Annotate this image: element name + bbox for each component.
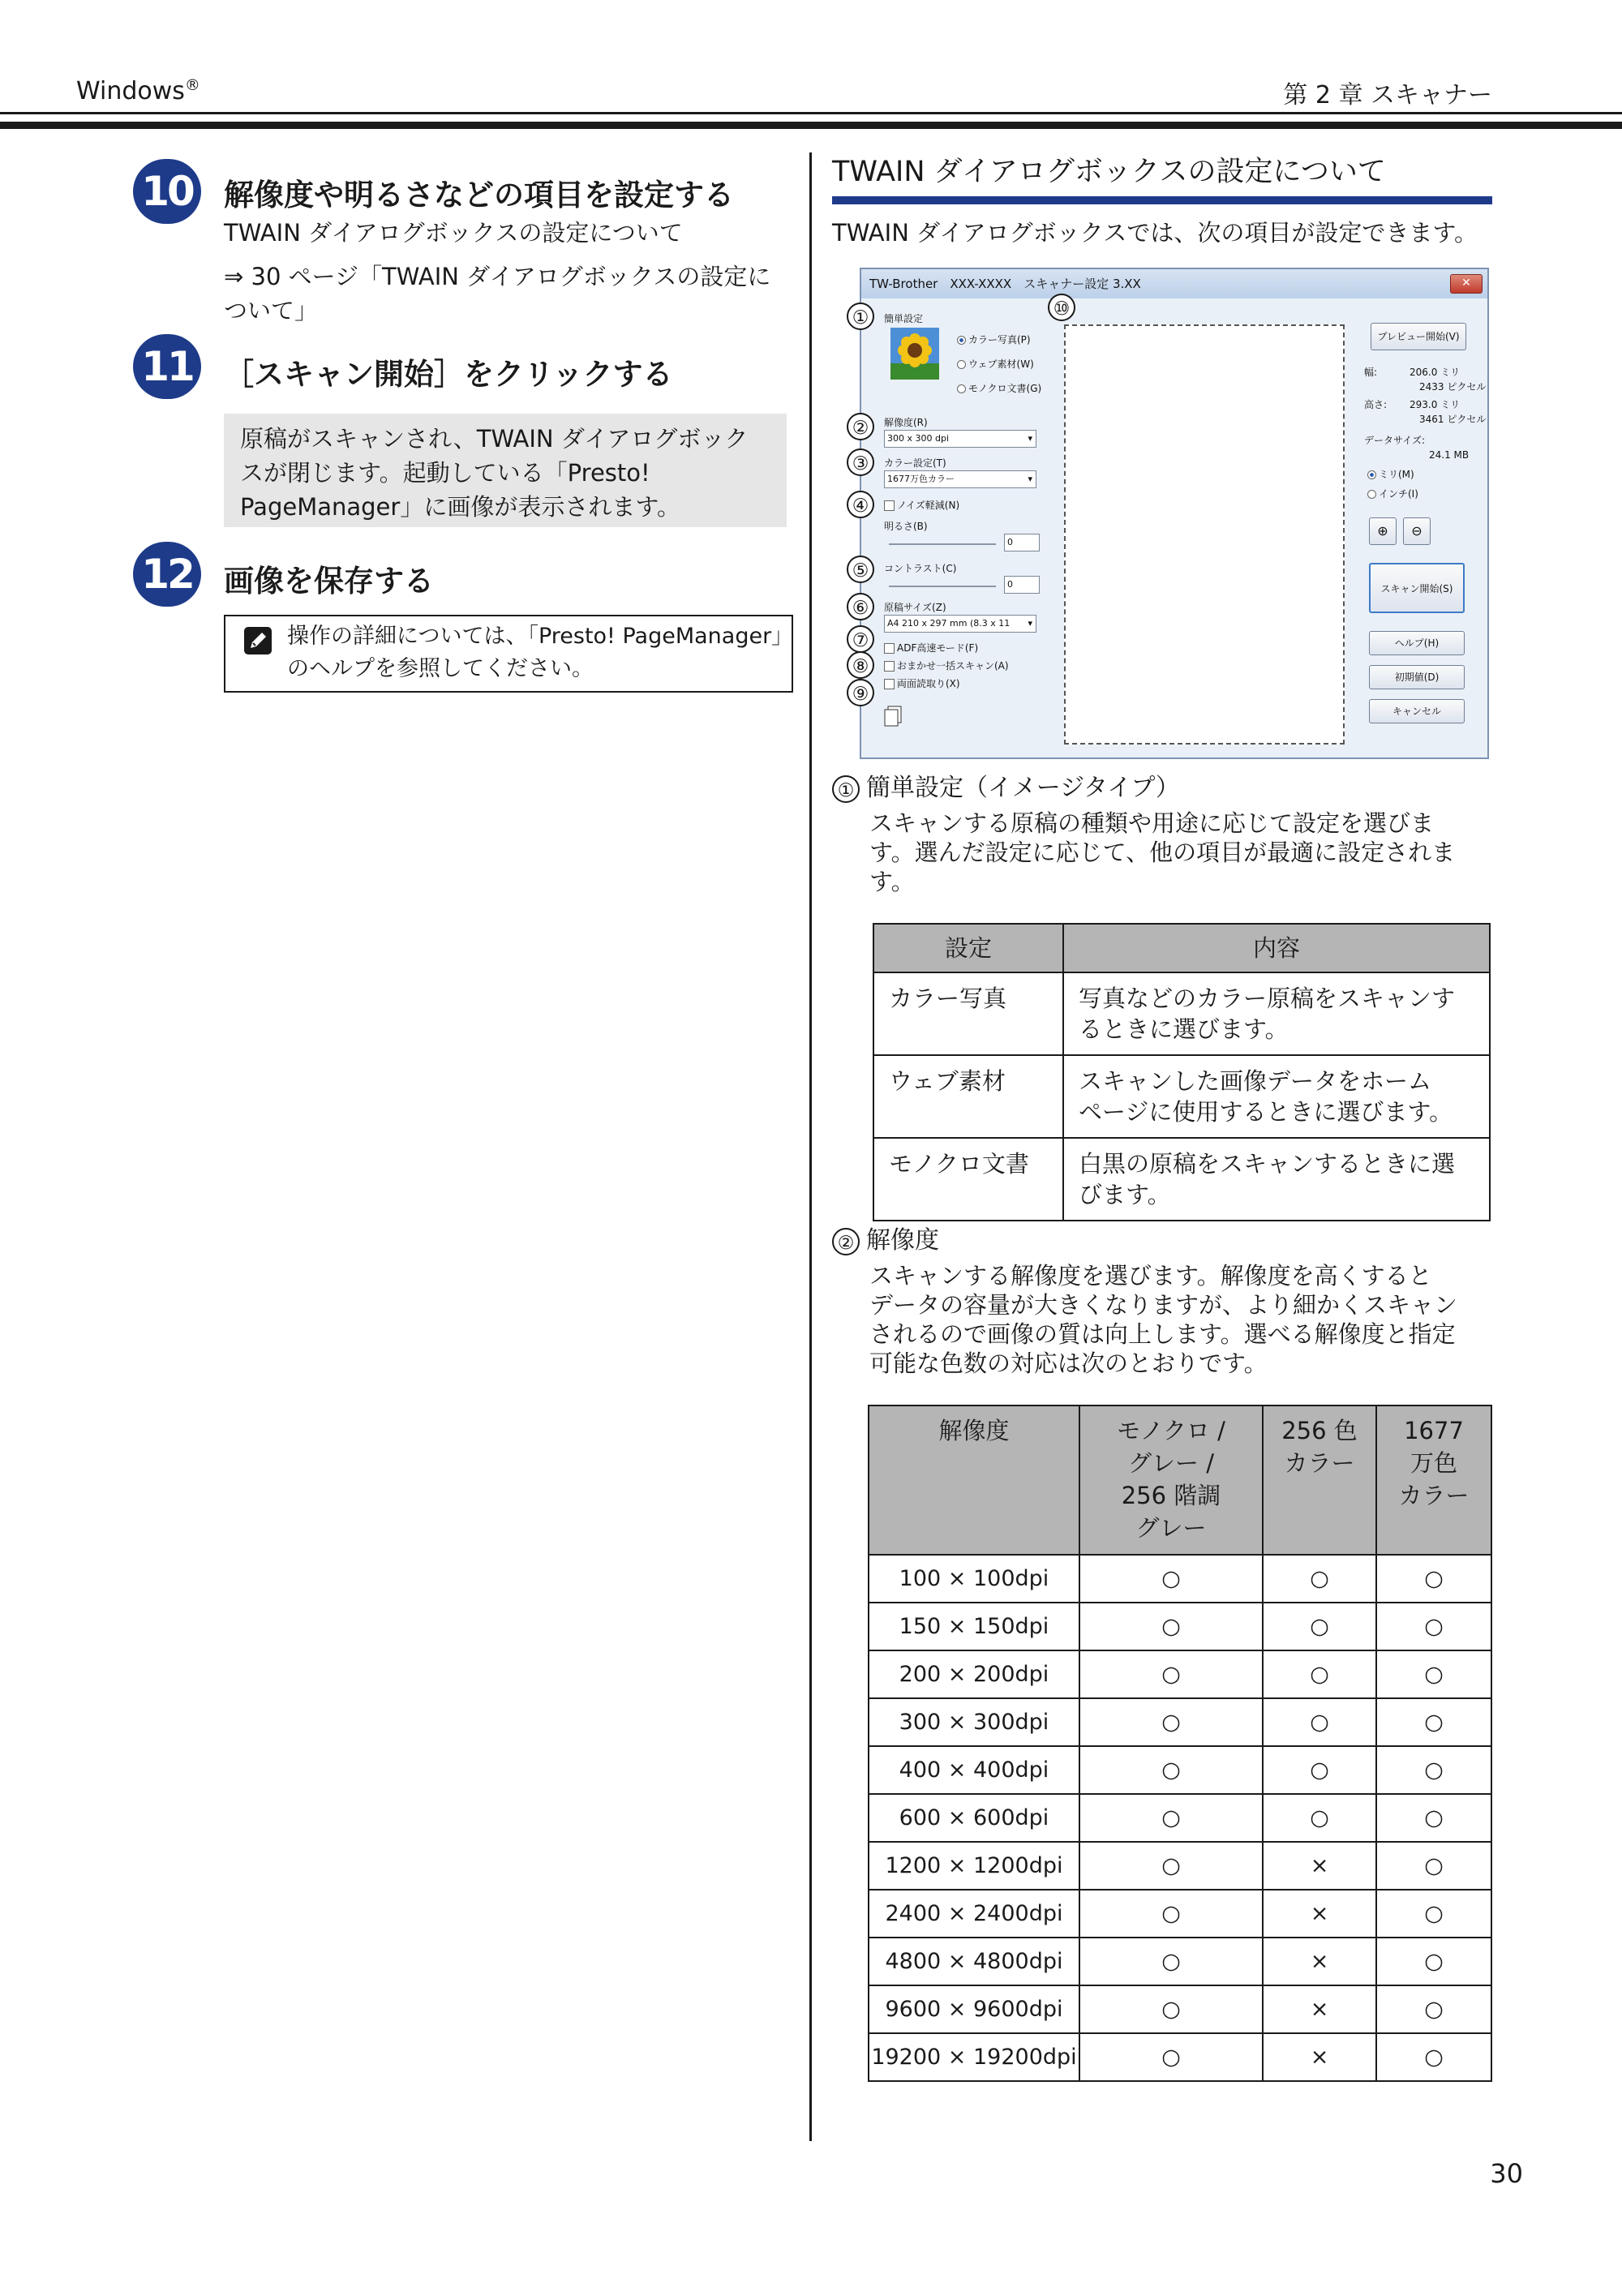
table2-256-cell: ○	[1263, 1746, 1376, 1794]
table-row	[869, 1603, 1491, 1650]
adf-fast-mode-checkbox[interactable]: ADF高速モード(F)	[884, 641, 978, 654]
table2-mono-cell: ○	[1079, 1938, 1263, 1985]
table2-full-cell: ○	[1376, 1698, 1491, 1746]
table2-mono-cell: ○	[1079, 1555, 1263, 1603]
color-setting-select[interactable]: 1677万色カラー ▾	[884, 470, 1036, 488]
contrast-label: コントラスト(C)	[884, 563, 957, 574]
table2-256-cell: ○	[1263, 1650, 1376, 1698]
step-number-12: 12	[133, 542, 201, 607]
table-row	[869, 2033, 1491, 2081]
step-number-11: 11	[133, 334, 201, 399]
brightness-label: 明るさ(B)	[884, 521, 928, 532]
table2-resolution-cell: 2400 × 2400dpi	[869, 1890, 1079, 1938]
step-title-10: 解像度や明るさなどの項目を設定する	[224, 178, 734, 212]
table2-resolution-cell: 600 × 600dpi	[869, 1794, 1079, 1842]
step10-line-1: TWAIN ダイアログボックスの設定について	[224, 219, 683, 247]
item2-line-2: データの容量が大きくなりますが、より細かくスキャン	[869, 1291, 1458, 1319]
section-title-bar	[832, 196, 1492, 204]
table-row	[873, 1055, 1490, 1138]
table2-header-resolution: 解像度	[869, 1405, 1079, 1555]
table-row	[869, 1938, 1491, 1985]
table2-full-cell: ○	[1376, 1985, 1491, 2033]
twain-dialog-screenshot	[860, 268, 1489, 759]
table2-resolution-cell: 200 × 200dpi	[869, 1650, 1079, 1698]
table2-256-cell: ○	[1263, 1698, 1376, 1746]
table1-setting: モノクロ文書	[873, 1138, 1063, 1221]
table2-mono-cell: ○	[1079, 1842, 1263, 1890]
step12-note-line-1: 操作の詳細については、「Presto! PageManager」	[287, 624, 794, 649]
step12-note-box	[224, 615, 793, 693]
color-setting-label: カラー設定(T)	[884, 457, 946, 469]
table2-mono-cell: ○	[1079, 2033, 1263, 2081]
table2-mono-cell: ○	[1079, 1746, 1263, 1794]
callout-7: ⑦	[847, 625, 874, 653]
callout-1: ①	[847, 303, 874, 330]
table-row	[869, 1555, 1491, 1603]
step12-note-line-2: のヘルプを参照してください。	[287, 656, 594, 681]
table2-resolution-cell: 19200 × 19200dpi	[869, 2033, 1079, 2081]
width-label: 幅:	[1364, 367, 1378, 378]
height-label: 高さ:	[1364, 399, 1388, 410]
dialog-title: TW-Brother XXX-XXXX スキャナー設定 3.XX	[869, 277, 1141, 291]
scan-start-button[interactable]: スキャン開始(S)	[1369, 563, 1465, 613]
table2-resolution-cell: 100 × 100dpi	[869, 1555, 1079, 1603]
callout-5: ⑤	[847, 556, 874, 583]
duplex-scan-checkbox[interactable]: 両面読取り(X)	[884, 676, 960, 690]
callout-4: ④	[847, 491, 874, 518]
auto-batch-scan-checkbox[interactable]: おまかせ一括スキャン(A)	[884, 659, 1009, 672]
table2-header-mono: モノクロ / グレー / 256 階調 グレー	[1079, 1405, 1263, 1555]
header-rule-thin	[0, 112, 1622, 114]
table2-header-256: 256 色 カラー	[1263, 1405, 1376, 1555]
callout-2: ②	[847, 413, 874, 440]
sunflower-image-icon	[890, 328, 939, 380]
table2-full-cell: ○	[1376, 1794, 1491, 1842]
table-row	[869, 1842, 1491, 1890]
table2-full-cell: ○	[1376, 2033, 1491, 2081]
cancel-button[interactable]: キャンセル	[1369, 699, 1465, 723]
resolution-label: 解像度(R)	[884, 417, 928, 428]
table1-setting: カラー写真	[873, 972, 1063, 1055]
step10-link-cont: ついて」	[224, 297, 319, 324]
table-row	[869, 1746, 1491, 1794]
item2-heading: ② 解像度	[832, 1220, 939, 1255]
item2-line-1: スキャンする解像度を選びます。解像度を高くすると	[869, 1262, 1432, 1290]
step11-info-line-1: 原稿がスキャンされ、TWAIN ダイアログボック	[240, 425, 749, 453]
data-size-value: 24.1 MB	[1429, 449, 1470, 461]
document-size-select[interactable]: A4 210 x 297 mm (8.3 x 11 ▾	[884, 615, 1036, 633]
table-row	[873, 1138, 1490, 1221]
item1-line-2: す。選んだ設定に応じて、他の項目が最適に設定されま	[869, 839, 1456, 866]
radio-web-material[interactable]: ウェブ素材(W)	[957, 357, 1034, 371]
noise-reduction-checkbox[interactable]: ノイズ軽減(N)	[884, 498, 959, 512]
data-size-label: データサイズ:	[1364, 435, 1426, 446]
zoom-out-icon[interactable]: ⊖	[1403, 517, 1431, 545]
step11-info-box	[224, 414, 787, 527]
item2-line-3: されるので画像の質は向上します。選べる解像度と指定	[869, 1320, 1456, 1348]
contrast-slider[interactable]	[889, 586, 996, 587]
section-title: TWAIN ダイアログボックスの設定について	[832, 156, 1386, 188]
header-rule-thick	[0, 122, 1622, 129]
table2-256-cell: ×	[1263, 1890, 1376, 1938]
page-number: 30	[1490, 2158, 1523, 2189]
image-type-table	[873, 923, 1491, 1221]
height-px: 3461 ピクセル	[1419, 414, 1487, 425]
table-row	[869, 1890, 1491, 1938]
table2-256-cell: ○	[1263, 1603, 1376, 1650]
chapter-title: 第 2 章 スキャナー	[1283, 81, 1492, 109]
radio-mono-document[interactable]: モノクロ文書(G)	[957, 381, 1041, 395]
chevron-down-icon: ▾	[1028, 433, 1032, 444]
brightness-value[interactable]: 0	[1004, 534, 1040, 551]
table-row	[869, 1985, 1491, 2033]
help-button[interactable]: ヘルプ(H)	[1369, 631, 1465, 655]
item1-heading: ① 簡単設定（イメージタイプ）	[832, 767, 1180, 803]
preview-area[interactable]	[1064, 324, 1345, 745]
document-icon	[884, 706, 902, 727]
item1-line-3: す。	[869, 868, 915, 895]
table1-desc: スキャンした画像データをホーム ページに使用するときに選びます。	[1063, 1055, 1490, 1138]
table-row	[869, 1650, 1491, 1698]
unit-inch-radio[interactable]: インチ(I)	[1367, 487, 1418, 500]
note-pencil-icon	[243, 626, 272, 655]
table2-body	[869, 1555, 1491, 2081]
table2-full-cell: ○	[1376, 1842, 1491, 1890]
table2-full-cell: ○	[1376, 1890, 1491, 1938]
table1-desc: 写真などのカラー原稿をスキャンす るときに選びます。	[1063, 972, 1490, 1055]
preview-start-button[interactable]: プレビュー開始(V)	[1371, 323, 1466, 350]
width-mm: 206.0 ミリ	[1410, 367, 1461, 378]
callout-10: ⑩	[1048, 294, 1075, 321]
document-size-label: 原稿サイズ(Z)	[884, 602, 946, 613]
step10-link[interactable]: ⇒ 30 ページ「TWAIN ダイアログボックスの設定に	[224, 263, 771, 290]
radio-color-photo[interactable]: カラー写真(P)	[957, 333, 1031, 346]
table2-256-cell: ×	[1263, 1938, 1376, 1985]
default-button[interactable]: 初期値(D)	[1369, 665, 1465, 689]
column-divider	[809, 152, 812, 2141]
table2-full-cell: ○	[1376, 1650, 1491, 1698]
step11-info-line-2: スが閉じます。起動している「Presto!	[240, 459, 650, 487]
callout-3: ③	[847, 448, 874, 476]
table1-header-content: 内容	[1063, 924, 1490, 972]
table-row	[869, 1698, 1491, 1746]
width-px: 2433 ピクセル	[1419, 381, 1487, 393]
step-number-10: 10	[133, 159, 201, 224]
unit-mm-radio[interactable]: ミリ(M)	[1367, 467, 1414, 481]
callout-9: ⑨	[847, 679, 874, 706]
table2-mono-cell: ○	[1079, 1794, 1263, 1842]
table2-header-full: 1677 万色 カラー	[1376, 1405, 1491, 1555]
item2-line-4: 可能な色数の対応は次のとおりです。	[869, 1350, 1268, 1377]
table2-mono-cell: ○	[1079, 1603, 1263, 1650]
table1-header-setting: 設定	[873, 924, 1063, 972]
table2-full-cell: ○	[1376, 1555, 1491, 1603]
callout-6: ⑥	[847, 593, 874, 620]
contrast-value[interactable]: 0	[1004, 576, 1040, 594]
table-row	[869, 1794, 1491, 1842]
callout-8: ⑧	[847, 651, 874, 679]
zoom-in-icon[interactable]: ⊕	[1369, 517, 1397, 545]
table2-resolution-cell: 4800 × 4800dpi	[869, 1938, 1079, 1985]
brightness-slider[interactable]	[889, 543, 996, 545]
table2-256-cell: ○	[1263, 1794, 1376, 1842]
table2-256-cell: ×	[1263, 1985, 1376, 2033]
table1-setting: ウェブ素材	[873, 1055, 1063, 1138]
section-intro: TWAIN ダイアログボックスでは、次の項目が設定できます。	[832, 219, 1478, 247]
table2-resolution-cell: 1200 × 1200dpi	[869, 1842, 1079, 1890]
height-mm: 293.0 ミリ	[1410, 399, 1461, 410]
table1-desc: 白黒の原稿をスキャンするときに選 びます。	[1063, 1138, 1490, 1221]
step11-info-line-3: PageManager」に画像が表示されます。	[240, 493, 681, 521]
table2-resolution-cell: 150 × 150dpi	[869, 1603, 1079, 1650]
dialog-close-button[interactable]: ✕	[1450, 274, 1483, 294]
table2-resolution-cell: 300 × 300dpi	[869, 1698, 1079, 1746]
header-left: Windows®	[76, 76, 200, 105]
table2-256-cell: ×	[1263, 1842, 1376, 1890]
table2-resolution-cell: 400 × 400dpi	[869, 1746, 1079, 1794]
table2-mono-cell: ○	[1079, 1985, 1263, 2033]
dialog-titlebar	[861, 269, 1487, 298]
step-title-11: ［スキャン開始］をクリックする	[224, 357, 673, 392]
table2-resolution-cell: 9600 × 9600dpi	[869, 1985, 1079, 2033]
table2-mono-cell: ○	[1079, 1650, 1263, 1698]
table-row	[873, 972, 1490, 1055]
item1-line-1: スキャンする原稿の種類や用途に応じて設定を選びま	[869, 809, 1435, 837]
table2-256-cell: ×	[1263, 2033, 1376, 2081]
easy-setting-label: 簡単設定	[884, 313, 924, 324]
table2-mono-cell: ○	[1079, 1698, 1263, 1746]
table2-full-cell: ○	[1376, 1938, 1491, 1985]
table2-full-cell: ○	[1376, 1746, 1491, 1794]
resolution-table	[868, 1405, 1492, 2082]
chevron-down-icon: ▾	[1028, 618, 1032, 629]
step-title-12: 画像を保存する	[224, 564, 434, 599]
table2-full-cell: ○	[1376, 1603, 1491, 1650]
resolution-select[interactable]: 300 x 300 dpi ▾	[884, 430, 1036, 448]
table2-mono-cell: ○	[1079, 1890, 1263, 1938]
table2-256-cell: ○	[1263, 1555, 1376, 1603]
chevron-down-icon: ▾	[1028, 474, 1032, 484]
